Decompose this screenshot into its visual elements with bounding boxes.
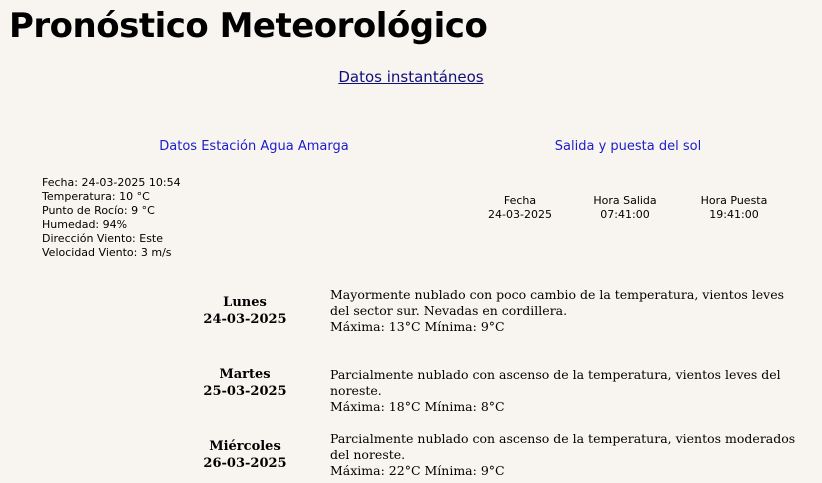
forecast-day-label [185,294,305,328]
forecast-minmax: Máxima: 13°C Mínima: 9°C [330,319,505,334]
forecast-description: Parcialmente nublado con ascenso de la temperatura, vientos leves del noreste. [330,367,781,398]
station-title: Datos Estación Agua Amarga [159,139,349,154]
forecast-day-text [330,367,800,415]
sunset-value: 19:41:00 [709,208,759,221]
forecast-day-name: Martes [219,367,271,382]
forecast-day-name: Lunes [223,295,267,310]
sunset-column [674,194,794,222]
instant-data-link-container [0,67,822,87]
page-title: Pronóstico Meteorológico [9,6,488,46]
sunrise-header: Hora Salida [593,194,657,207]
forecast-day-date: 25-03-2025 [203,384,287,399]
station-data [42,176,181,260]
sun-date-header: Fecha [503,194,537,207]
station-temperature: Temperatura: 10 °C [42,190,150,203]
forecast-day-date: 24-03-2025 [203,312,287,327]
sunset-header: Hora Puesta [700,194,768,207]
forecast-minmax: Máxima: 22°C Mínima: 9°C [330,463,505,478]
sunrise-value: 07:41:00 [600,208,650,221]
forecast-day-text [330,431,800,479]
station-dew-point: Punto de Rocío: 9 °C [42,204,155,217]
station-humidity: Humedad: 94% [42,218,128,231]
forecast-day-label [185,366,305,400]
sun-title: Salida y puesta del sol [554,139,702,154]
forecast-day-name: Miércoles [209,439,281,454]
instant-data-link[interactable]: Datos instantáneos [338,68,484,86]
station-wind-direction: Dirección Viento: Este [42,232,164,245]
station-wind-speed: Velocidad Viento: 3 m/s [42,246,172,259]
sun-date-column [460,194,580,222]
forecast-day-text [330,287,800,335]
forecast-day-date: 26-03-2025 [203,456,287,471]
sun-date-value: 24-03-2025 [488,208,552,221]
station-date: Fecha: 24-03-2025 10:54 [42,176,181,189]
sunrise-column [565,194,685,222]
forecast-description: Mayormente nublado con poco cambio de la temperatura, vientos leves del sector sur. Nevadas en cordillera. [330,287,785,318]
forecast-day-label [185,438,305,472]
forecast-description: Parcialmente nublado con ascenso de la temperatura, vientos moderados del noreste. [330,431,796,462]
forecast-minmax: Máxima: 18°C Mínima: 8°C [330,399,505,414]
